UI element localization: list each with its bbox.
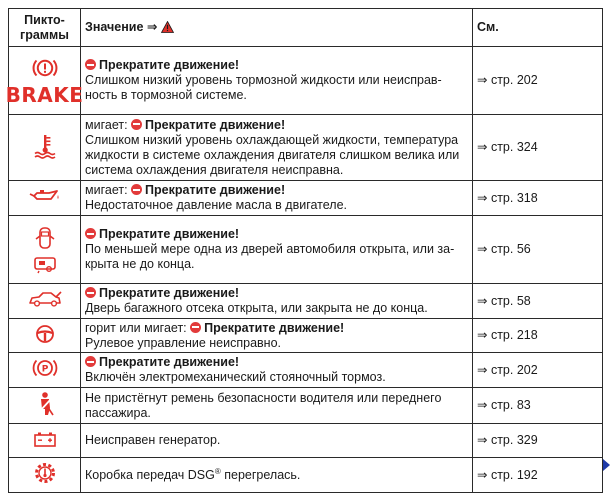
reference-cell — [473, 115, 603, 181]
row-body — [85, 468, 468, 483]
icon-cell — [9, 424, 81, 458]
row-ref: ⇒ стр. 58 — [477, 293, 531, 308]
row-ref: ⇒ стр. 202 — [477, 73, 538, 87]
table-row — [9, 319, 603, 353]
row-prefix: мигает: — [85, 117, 132, 132]
trunk-open-icon — [28, 290, 62, 308]
coolant-temperature-icon — [32, 133, 58, 159]
warning-lights-table — [5, 8, 603, 493]
header-meaning — [81, 9, 473, 47]
row-body: Неисправен генератор. — [85, 433, 221, 447]
row-headline: Прекратите движение! — [99, 286, 240, 300]
meaning-cell — [81, 319, 473, 353]
row-body: Включён электромеханический стояночный тормоз. — [85, 370, 386, 384]
header-pictograms — [9, 9, 81, 47]
stop-icon — [85, 287, 96, 298]
row-prefix: мигает: — [85, 183, 132, 197]
icon-cell — [9, 319, 81, 353]
reference-cell — [473, 216, 603, 284]
header-reference-label: См. — [477, 20, 499, 34]
registered-mark: ® — [214, 466, 221, 476]
meaning-cell — [81, 284, 473, 319]
icon-cell — [5, 47, 84, 115]
icon-cell — [9, 458, 81, 493]
icon-cell — [9, 353, 81, 388]
meaning-cell — [81, 353, 473, 388]
table-row — [9, 181, 603, 216]
row-ref: ⇒ стр. 56 — [477, 242, 531, 256]
table-row — [9, 115, 603, 181]
stop-icon — [85, 59, 96, 70]
header-reference — [473, 9, 603, 47]
row-body: Дверь багажного отсека открыта, или закрыта не до конца. — [85, 301, 428, 315]
meaning-cell — [81, 115, 473, 181]
row-ref: ⇒ стр. 192 — [477, 467, 538, 482]
row-body: По меньшей мере одна из дверей автомобиля открыта, или за- крыта не до конца. — [85, 242, 455, 271]
header-pictograms-label: Пикто- граммы — [20, 12, 69, 42]
stop-icon — [190, 322, 201, 333]
row-ref: ⇒ стр. 324 — [477, 140, 538, 154]
icon-cell — [9, 216, 81, 284]
battery-icon — [32, 430, 58, 448]
row-ref: ⇒ стр. 329 — [477, 433, 538, 447]
row-body: Слишком низкий уровень охлаждающей жидкости, температура жидкости в системе охлаждения двигателя слишком велика или система охлаждения двигателя неисправна. — [85, 132, 460, 177]
brake-text-icon: BRAKE — [5, 82, 84, 107]
row-body: Слишком низкий уровень тормозной жидкости или неисправ- ность в тормозной системе. — [85, 73, 442, 102]
table-row — [9, 284, 603, 319]
meaning-cell — [81, 47, 473, 115]
row-body: Не пристёгнут ремень безопасности водителя или переднего пассажира. — [85, 390, 442, 420]
svg-text:P: P — [41, 364, 48, 375]
meaning-cell — [81, 181, 473, 216]
row-body: Рулевое управление неисправно. — [85, 335, 281, 350]
table-row — [9, 458, 603, 493]
seatbelt-icon — [34, 391, 56, 417]
reference-cell — [473, 181, 603, 216]
table-row — [9, 388, 603, 424]
stop-icon — [85, 228, 96, 239]
meaning-cell — [81, 216, 473, 284]
reference-cell — [473, 319, 603, 353]
row-headline: Прекратите движение! — [145, 117, 286, 132]
row-headline: Прекратите движение! — [145, 183, 286, 197]
icon-cell — [9, 115, 81, 181]
row-ref: ⇒ стр. 83 — [477, 398, 531, 412]
table-header-row — [9, 9, 603, 47]
meaning-cell — [81, 388, 473, 424]
icon-cell — [9, 388, 81, 424]
oil-pressure-icon — [29, 187, 61, 205]
table-row — [9, 424, 603, 458]
stop-icon — [85, 356, 96, 367]
row-body-text: Коробка передач DSG — [85, 467, 215, 482]
meaning-cell — [81, 458, 473, 493]
row-headline: Прекратите движение! — [99, 227, 240, 241]
table-row — [9, 353, 603, 388]
meaning-cell — [81, 424, 473, 458]
steering-wheel-icon — [32, 323, 58, 345]
header-meaning-label: Значение ⇒ — [85, 20, 158, 34]
brake-circle-icon — [32, 57, 58, 79]
row-headline: Прекратите движение! — [99, 355, 240, 369]
row-ref: ⇒ стр. 218 — [477, 328, 538, 342]
icon-cell — [9, 284, 81, 319]
table-row — [9, 216, 603, 284]
warning-triangle-icon — [161, 21, 174, 33]
row-ref: ⇒ стр. 202 — [477, 362, 538, 377]
reference-cell — [473, 424, 603, 458]
reference-cell — [473, 47, 603, 115]
stop-icon — [131, 119, 142, 130]
reference-cell — [473, 388, 603, 424]
gearbox-overheat-icon — [33, 461, 57, 485]
reference-cell — [473, 458, 603, 493]
stop-icon — [131, 184, 142, 195]
next-page-marker-icon — [603, 459, 610, 471]
parking-brake-icon — [32, 357, 58, 379]
reference-cell — [473, 353, 603, 388]
door-open-side-icon — [33, 256, 57, 274]
row-prefix: горит или мигает: — [85, 320, 191, 335]
row-headline: Прекратите движение! — [99, 58, 240, 72]
icon-cell — [9, 181, 81, 216]
table-row — [9, 47, 603, 115]
door-open-icon — [35, 226, 55, 250]
reference-cell — [473, 284, 603, 319]
row-headline: Прекратите движение! — [204, 320, 345, 335]
row-body: Недостаточное давление масла в двигателе. — [85, 198, 348, 212]
row-ref: ⇒ стр. 318 — [477, 190, 538, 205]
row-body-tail: перегрелась. — [220, 467, 301, 482]
